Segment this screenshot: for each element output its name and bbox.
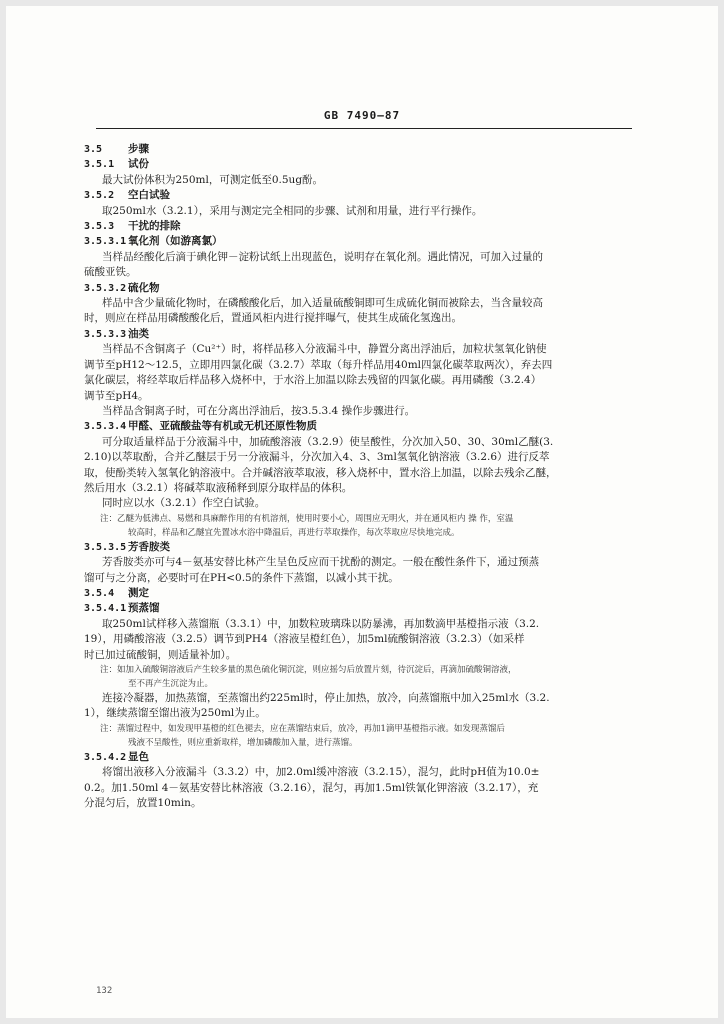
section-heading (84, 157, 644, 172)
section-title: 显色 (128, 750, 149, 763)
section-title: 氧化剂（如游离氯） (128, 235, 223, 248)
section-heading (84, 586, 644, 601)
paragraph-line: 同时应以水（3.2.1）作空白试验。 (102, 497, 266, 510)
document-body (84, 142, 644, 811)
paragraph-line: 调节至pH12～12.5，立即用四氯化碳（3.2.7）萃取（每升样品用40ml四氯化碳萃取两次），弃去四 (84, 358, 553, 371)
section-number: 3.5.3.4 (84, 421, 127, 433)
paragraph-line: 19），用磷酸溶液（3.2.5）调节到PH4（溶液呈橙红色），加5ml硫酸铜溶液（3.2.3）（如采样 (84, 633, 525, 646)
section-number: 3.5.3.2 (84, 282, 127, 294)
section-number: 3.5.4 (84, 587, 115, 599)
paragraph-line: 当样品含铜离子时，可在分离出浮油后，按3.5.3.4 操作步骤进行。 (102, 404, 416, 417)
paragraph-line: 当样品不含铜离子（Cu²⁺）时，将样品移入分液漏斗中，静置分离出浮油后，加粒状氢氧化钠使 (102, 343, 547, 356)
paragraph-line: 时已加过硫酸铜，则适量补加）。 (84, 648, 237, 661)
section-heading (84, 327, 644, 342)
page-number: 132 (96, 986, 113, 996)
header-rule (96, 128, 632, 129)
note-line: 注：蒸馏过程中，如发现甲基橙的红色褪去，应在蒸馏结束后，放冷，再加1滴甲基橙指示液。如发现蒸馏后 (100, 723, 505, 734)
section-title: 测定 (128, 586, 149, 599)
paragraph-line: 1），继续蒸馏至馏出液为250ml为止。 (84, 707, 266, 720)
paragraph-line: 取250ml水（3.2.1），采用与测定完全相同的步骤、试剂和用量，进行平行操作。 (102, 204, 483, 217)
paragraph-line: 当样品经酸化后滴于碘化钾－淀粉试纸上出现蓝色，说明存在氧化剂。遇此情况，可加入过量的 (102, 250, 543, 263)
section-number: 3.5 (84, 144, 103, 155)
note-line: 注：如加入硫酸铜溶液后产生较多量的黑色硫化铜沉淀，则应摇匀后放置片刻，待沉淀后，再滴加硫酸铜溶液， (100, 665, 517, 675)
section-number: 3.5.3 (84, 221, 115, 233)
section-number: 3.5.3.1 (84, 236, 127, 248)
section-number: 3.5.3.3 (84, 328, 127, 340)
section-number: 3.5.1 (84, 159, 115, 171)
section-title: 试份 (128, 158, 149, 171)
section-number: 3.5.2 (84, 190, 115, 202)
paragraph-line: 0.2。加1.50ml 4－氨基安替比林溶液（3.2.16），混匀，再加1.5ml铁氰化钾溶液（3.2.17），充 (84, 781, 539, 794)
paragraph-line: 时，则应在样品用磷酸酸化后，置通风柜内进行搅拌曝气，使其生成硫化氢逸出。 (84, 312, 462, 325)
section-title: 干扰的排除 (128, 220, 181, 233)
note-line: 注：乙醚为低沸点、易燃和具麻醉作用的有机溶剂，使用时要小心，周围应无明火，并在通风柜内 操 作，室温 (100, 513, 514, 524)
paragraph-line: 氯化碳层，将经萃取后样品移入烧杯中，于水浴上加温以除去残留的四氯化碳。再用磷酸（3.2.4） (84, 374, 542, 387)
section-heading (84, 540, 644, 555)
paragraph-line: 2.10)以萃取酚，合并乙醚层于另一分液漏斗，分次加入4、3、3ml氢氧化钠溶液（3.2.6）进行反萃 (84, 451, 550, 464)
paragraph-line: 硫酸亚铁。 (84, 266, 137, 279)
section-title: 空白试验 (128, 189, 170, 202)
paragraph-line: 分混匀后，放置10min。 (84, 797, 202, 810)
section-title: 预蒸馏 (128, 602, 160, 615)
paragraph-line: 调节至pH4。 (84, 389, 149, 402)
paragraph-line: 可分取适量样品于分液漏斗中，加硫酸溶液（3.2.9）使呈酸性，分次加入50、30、30ml乙醚(3. (102, 435, 554, 448)
paragraph-line: 芳香胺类亦可与4－氨基安替比林产生呈色反应而干扰酚的测定。一般在酸性条件下，通过预蒸 (102, 556, 540, 569)
section-title: 油类 (128, 327, 149, 340)
paragraph-line: 最大试份体积为250ml，可测定低至0.5ug酚。 (102, 173, 324, 186)
section-heading (84, 601, 644, 616)
note-line: 残液不呈酸性，则应重新取样，增加磷酸加入量，进行蒸馏。 (128, 737, 358, 748)
section-title: 步骤 (128, 143, 149, 155)
section-heading (84, 419, 644, 434)
section-number: 3.5.4.1 (84, 603, 127, 615)
paragraph-line: 连接冷凝器，加热蒸馏，至蒸馏出约225ml时，停止加热，放冷，向蒸馏瓶中加入25ml水（3.2. (102, 692, 550, 704)
section-title: 芳香胺类 (128, 540, 170, 553)
note-line: 至不再产生沉淀为止。 (128, 679, 214, 689)
paragraph-line: 样品中含少量硫化物时，在磷酸酸化后，加入适量硫酸铜即可生成硫化铜而被除去，当含量较高 (102, 297, 543, 310)
note-line: 较高时，样品和乙醚宜先置冰水浴中降温后，再进行萃取操作，每次萃取应尽快地完成。 (128, 527, 460, 538)
section-heading (84, 234, 644, 249)
paragraph-line: 取，使酚类转入氢氧化钠溶液中。合并碱溶液萃取液，移入烧杯中，置水浴上加温，以除去残余乙醚， (84, 466, 557, 479)
page-header: GB 7490—87 (323, 109, 401, 122)
section-heading (84, 750, 644, 765)
document-page (6, 6, 718, 1018)
paragraph-line: 将馏出液移入分液漏斗（3.3.2）中，加2.0ml缓冲溶液（3.2.15），混匀，此时pH值为10.0± (102, 766, 540, 779)
section-number: 3.5.4.2 (84, 751, 127, 763)
section-title: 硫化物 (128, 281, 160, 294)
section-heading (84, 281, 644, 296)
section-heading (84, 142, 644, 157)
paragraph-line: 取250ml试样移入蒸馏瓶（3.3.1）中，加数粒玻璃珠以防暴沸，再加数滴甲基橙指示液（3.2. (102, 617, 540, 630)
paragraph-line: 然后用水（3.2.1）将碱萃取液稀释到原分取样品的体积。 (84, 481, 353, 494)
section-title: 甲醛、亚硫酸盐等有机或无机还原性物质 (128, 420, 317, 433)
paragraph-line: 馏可与之分离，必要时可在PH<0.5的条件下蒸馏，以减小其干扰。 (84, 571, 399, 584)
section-number: 3.5.3.5 (84, 541, 127, 553)
section-heading (84, 219, 644, 234)
section-heading (84, 188, 644, 203)
